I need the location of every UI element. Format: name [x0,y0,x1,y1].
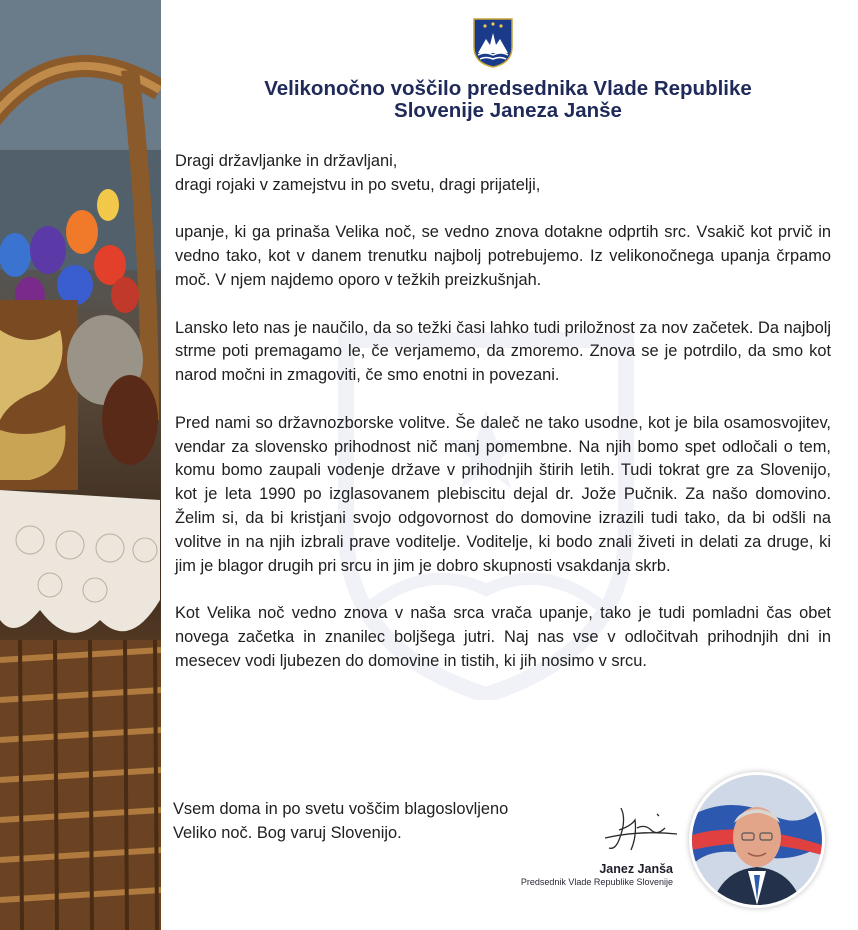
page-title [191,78,825,122]
signatory-role: Predsednik Vlade Republike Slovenije [520,877,673,887]
paragraph-spring: Kot Velika noč vedno znova v naša srca vrača upanje, tako je tudi pomladni čas obet novega začetka in znanilec boljšega jutri. Naj nas vse v odločitvah prihodnjih dni in mesecev vodi ljubezen do domovine in tistih, ki jih nosimo v srcu. [175,604,831,670]
closing-wishes [173,797,593,845]
letter-page [161,0,858,930]
easter-basket-photo [0,0,161,930]
paragraph-last-year: Lansko leto nas je naučilo, da so težki časi lahko tudi priložnost za nov začetek. Da najbolj strme poti premagamo le, če verjamemo, da zmoremo. Znova se je potrdilo, da smo kot narod močni in zmagoviti, če smo enotni in povezani. [175,318,831,385]
greeting-line-1: Dragi državljanke in državljani, [175,152,398,170]
title-line-1: Velikonočno voščilo predsednika Vlade Republike [264,77,752,100]
letter-body [175,150,831,697]
portrait-photo [692,775,822,905]
greeting-line-2: dragi rojaki v zamejstvu in po svetu, dragi prijatelji, [175,175,541,194]
title-line-2: Slovenije Janeza Janše [394,99,622,122]
slovenia-coat-of-arms-icon [472,17,514,69]
closing-line-1: Vsem doma in po svetu voščim blagoslovljeno [173,800,509,818]
paragraph-hope: upanje, ki ga prinaša Velika noč, se vedno znova dotakne odprtih src. Vsakič kot prvič in vedno tako, kot v danem trenutku najbolj potrebujemo. Iz velikonočnega upanja črpamo moč. V njem najdemo oporo v težkih preizkušnjah. [175,223,831,289]
signatory-name: Janez Janša [599,862,673,876]
closing-line-2: Veliko noč. Bog varuj Slovenijo. [173,824,402,842]
handwritten-signature [601,800,681,860]
greeting [175,150,831,198]
paragraph-elections: Pred nami so državnozborske volitve. Še daleč ne tako usodne, kot je bila osamosvojitev, vendar za slovensko prihodnost nič manj pomembne. Na njih bomo spet odločali o tem, komu bomo zaupali vodenje države v prihodnjih štirih letih. Tudi tokrat gre za Slovenijo, kot je leta 1990 po izglasovanem plebiscitu dejal dr. Jože Pučnik. Za našo domovino. Želim si, da bi kristjani svojo odgovornost do domovine izrazili tudi tako, da bi odšli na volitve in na njih izbrali prave voditelje. Voditelje, ki bodo znali živeti in delati za druge, ki jim je blagor drugih pri srcu in jim je dobro skupnosti vsakdanja skrb. [175,413,831,575]
